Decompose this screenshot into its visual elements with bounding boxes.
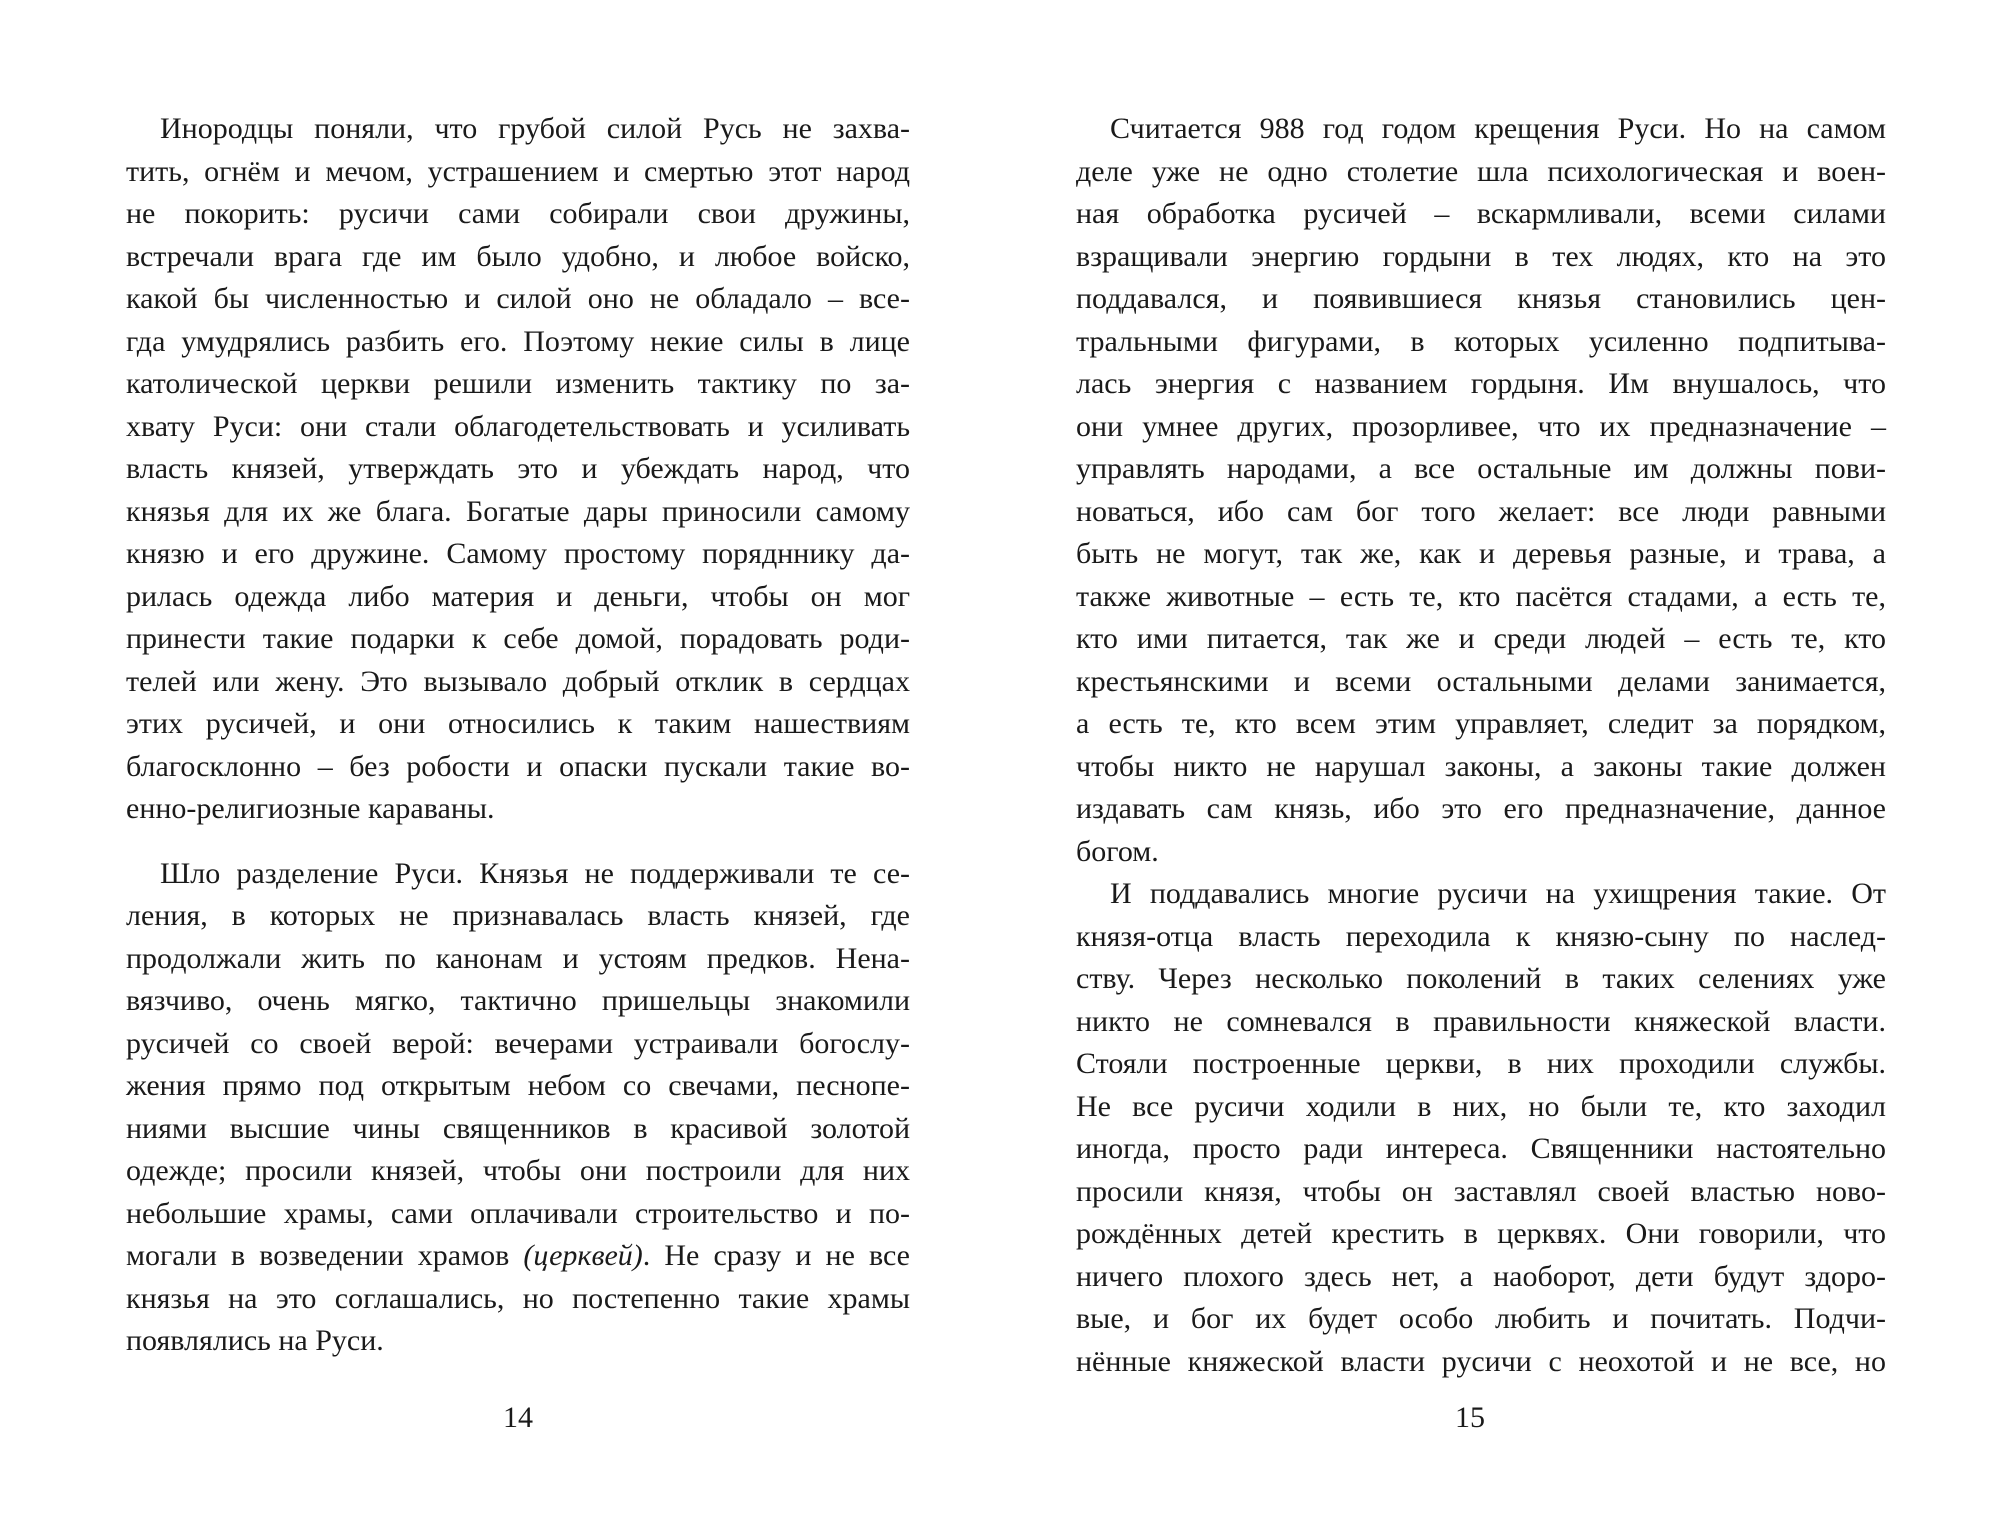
text-line: ничего плохого здесь нет, а наоборот, дети будут здоро-	[1076, 1259, 1886, 1293]
text-line: а есть те, кто всем этим управляет, следит за порядком,	[1076, 707, 1886, 740]
right-page	[1076, 108, 1886, 1383]
text-line: также животные – есть те, кто пасётся стадами, а есть те,	[1076, 579, 1886, 613]
text-line: одежде; просили князей, чтобы они построили для них	[126, 1154, 910, 1187]
text-line: встречали врага где им было удобно, и любое войско,	[126, 239, 910, 273]
text-line: взращивали энергию гордыни в тех людях, кто на это	[1076, 239, 1886, 273]
page-number: 15	[1455, 1401, 1485, 1434]
text-line: богом.	[1076, 834, 1159, 868]
text-line: ления, в которых не признавалась власть князей, где	[126, 899, 910, 932]
text-line: ству. Через несколько поколений в таких селениях уже	[1076, 962, 1886, 995]
text-line: енно-религиозные караваны.	[126, 792, 495, 825]
page-number: 14	[503, 1401, 533, 1434]
text-line: телей или жену. Это вызывало добрый отклик в сердцах	[126, 664, 910, 698]
text-line: католической церкви решили изменить тактику по за-	[126, 367, 910, 400]
paragraph	[1076, 873, 1886, 1383]
text-line: никто не сомневался в правильности княжеской власти.	[1076, 1004, 1886, 1038]
text-line: кто ими питается, так же и среди людей – есть те, кто	[1076, 622, 1886, 655]
text-line: небольшие храмы, сами оплачивали строительство и по-	[126, 1196, 910, 1230]
text-line: просили князя, чтобы он заставлял своей властью ново-	[1076, 1174, 1886, 1208]
text-line: ная обработка русичей – вскармливали, всеми силами	[1076, 197, 1886, 230]
text-line: тить, огнём и мечом, устрашением и смертью этот народ	[126, 154, 910, 188]
text-line: рождённых детей крестить в церквях. Они говорили, что	[1076, 1217, 1886, 1250]
line-fragment: . Не сразу и не все	[642, 1239, 910, 1272]
text-line: рилась одежда либо материя и деньги, чтобы он мог	[126, 579, 910, 613]
paragraph	[126, 853, 910, 1363]
text-line	[126, 1235, 910, 1278]
text-line: вые, и бог их будет особо любить и почитать. Подчи-	[1076, 1302, 1886, 1335]
text-line: появлялись на Руси.	[126, 1324, 384, 1357]
text-line: иногда, просто ради интереса. Священники настоятельно	[1076, 1132, 1886, 1165]
text-line: благосклонно – без робости и опаски пускали такие во-	[126, 749, 910, 783]
text-line: этих русичей, и они относились к таким нашествиям	[126, 707, 910, 740]
text-line: крестьянскими и всеми остальными делами занимается,	[1076, 664, 1886, 698]
paragraph	[1076, 108, 1886, 873]
text-line: князя-отца власть переходила к князю-сыну по наслед-	[1076, 919, 1886, 953]
paragraph-spacer	[126, 831, 910, 853]
text-line: какой бы численностью и силой оно не обладало – все-	[126, 282, 910, 315]
text-line: поддавался, и появившиеся князья становились цен-	[1076, 282, 1886, 315]
text-line: князю и его дружине. Самому простому порядннику да-	[126, 537, 910, 570]
paragraph	[126, 108, 910, 831]
text-line: русичей со своей верой: вечерами устраивали богослу-	[126, 1026, 910, 1060]
text-line: Считается 988 год годом крещения Руси. Но на самом	[1110, 112, 1886, 145]
text-line: Не все русичи ходили в них, но были те, кто заходил	[1076, 1089, 1886, 1123]
text-line: принести такие подарки к себе домой, порадовать роди-	[126, 622, 910, 655]
text-line: деле уже не одно столетие шла психологическая и воен-	[1076, 154, 1886, 188]
text-line: князья на это соглашались, но постепенно такие храмы	[126, 1281, 910, 1315]
text-line: власть князей, утверждать это и убеждать народ, что	[126, 452, 910, 485]
text-line: гда умудрялись разбить его. Поэтому некие силы в лице	[126, 324, 910, 358]
text-line: хвату Руси: они стали облагодетельствовать и усиливать	[126, 409, 910, 443]
text-line: И поддавались многие русичи на ухищрения такие. От	[1110, 877, 1886, 910]
text-line: тральными фигурами, в которых усиленно подпитыва-	[1076, 324, 1886, 358]
text-line: вязчиво, очень мягко, тактично пришельцы знакомили	[126, 984, 910, 1017]
text-line: Шло разделение Руси. Князья не поддерживали те се-	[160, 856, 910, 890]
text-line: они умнее других, прозорливее, что их предназначение –	[1076, 409, 1886, 443]
text-line: Стояли построенные церкви, в них проходили службы.	[1076, 1047, 1886, 1080]
text-line: жения прямо под открытым небом со свечами, песнопе-	[126, 1069, 910, 1102]
text-line: князья для их же блага. Богатые дары приносили самому	[126, 494, 910, 528]
text-line: быть не могут, так же, как и деревья разные, и трава, а	[1076, 537, 1886, 570]
line-fragment: могали в возведении храмов	[126, 1239, 524, 1272]
text-line: чтобы никто не нарушал законы, а законы такие должен	[1076, 749, 1886, 783]
text-line: нённые княжеской власти русичи с неохотой и не все, но	[1076, 1344, 1886, 1378]
text-line: ниями высшие чины священников в красивой золотой	[126, 1111, 910, 1145]
text-line: продолжали жить по канонам и устоям предков. Нена-	[126, 941, 910, 975]
text-line: издавать сам князь, ибо это его предназначение, данное	[1076, 792, 1886, 825]
text-line: Инородцы поняли, что грубой силой Русь не захва-	[160, 112, 910, 145]
text-line: новаться, ибо сам бог того желает: все люди равными	[1076, 494, 1886, 528]
left-page	[126, 108, 910, 1363]
text-line: лась энергия с названием гордыня. Им внушалось, что	[1076, 367, 1886, 400]
text-line: не покорить: русичи сами собирали свои дружины,	[126, 197, 910, 230]
text-line: управлять народами, а все остальные им должны пови-	[1076, 452, 1886, 485]
italic-fragment: (церквей)	[523, 1239, 643, 1272]
